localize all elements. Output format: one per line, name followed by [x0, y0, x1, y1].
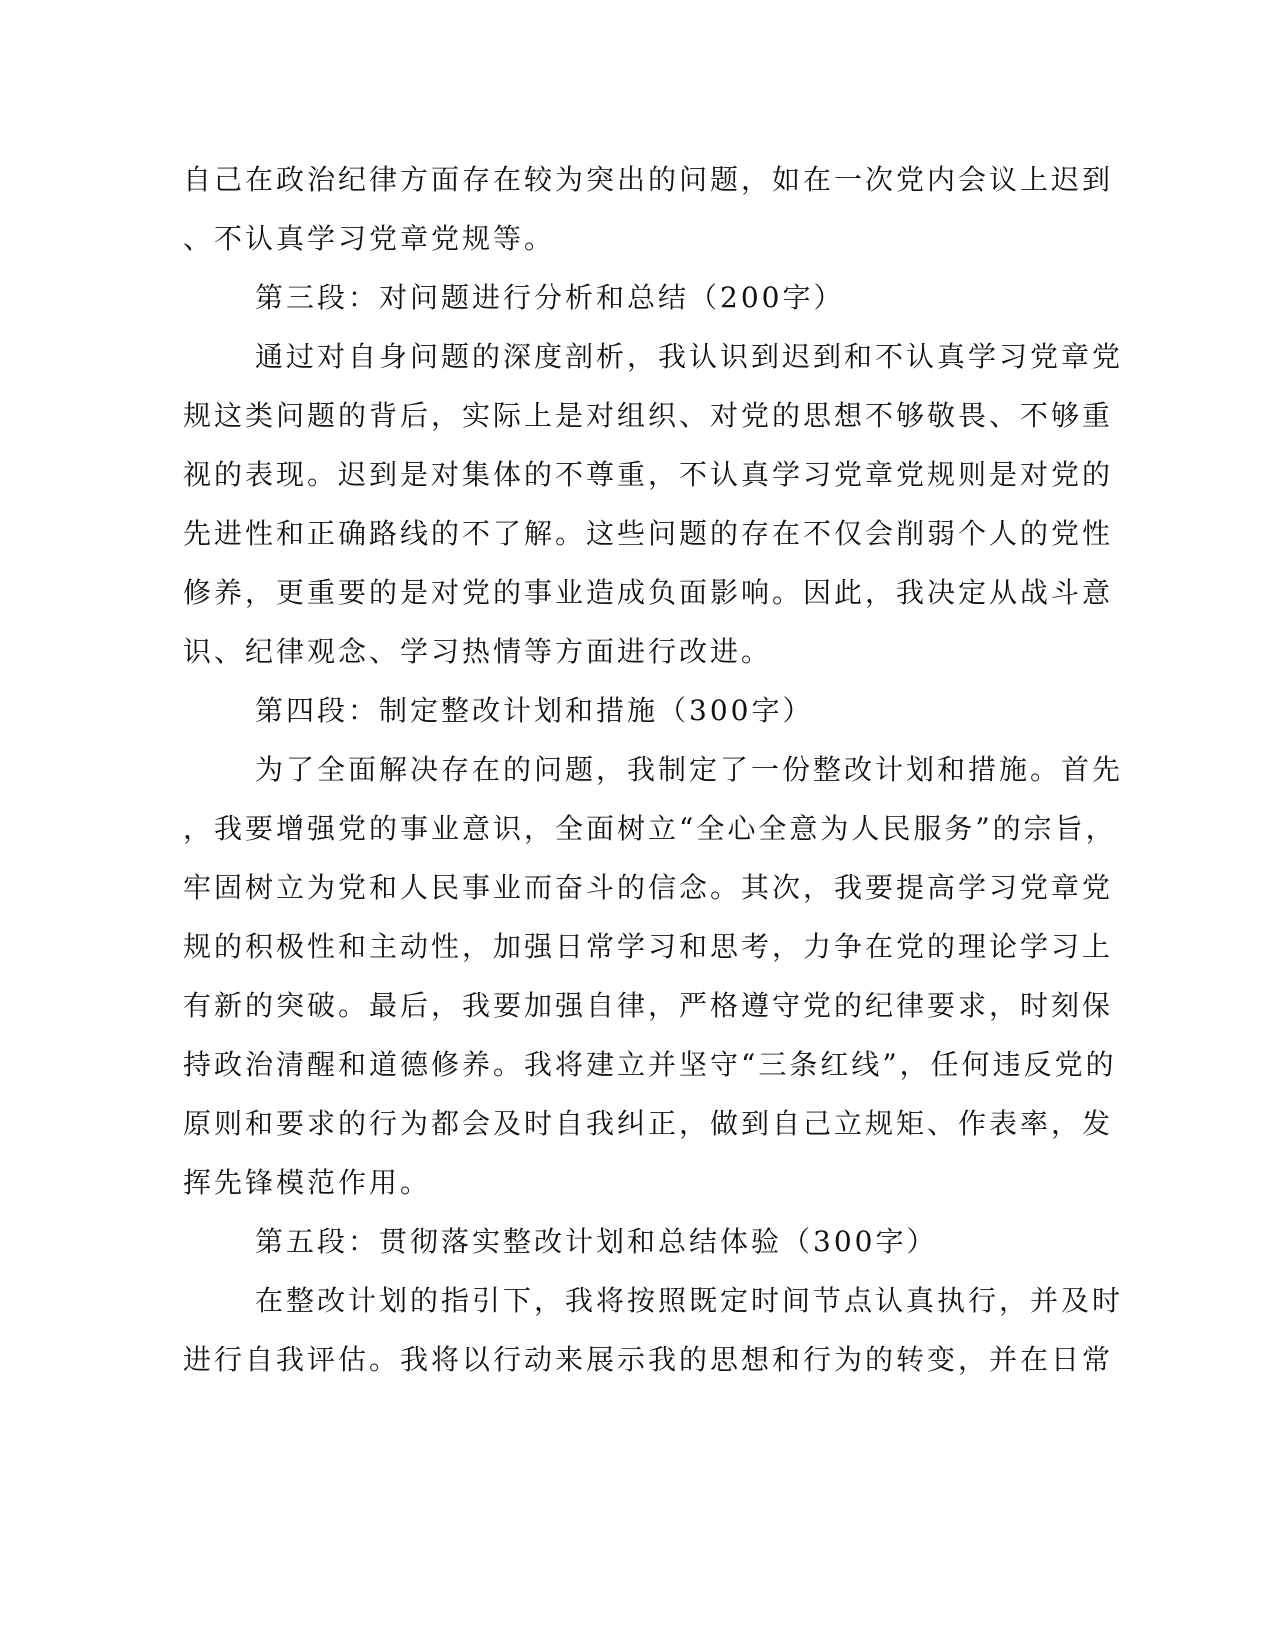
text-line: 规的积极性和主动性，加强日常学习和思考，力争在党的理论学习上 — [183, 930, 1114, 963]
text-line: 进行自我评估。我将以行动来展示我的思想和行为的转变，并在日常 — [183, 1343, 1114, 1376]
text-line: 通过对自身问题的深度剖析，我认识到迟到和不认真学习党章党 — [255, 340, 1124, 373]
text-line: 为了全面解决存在的问题，我制定了一份整改计划和措施。首先 — [255, 753, 1124, 786]
text-line: 视的表现。迟到是对集体的不尊重，不认真学习党章党规则是对党的 — [183, 458, 1114, 491]
text-line: 修养，更重要的是对党的事业造成负面影响。因此，我决定从战斗意 — [183, 576, 1114, 609]
text-line: 先进性和正确路线的不了解。这些问题的存在不仅会削弱个人的党性 — [183, 517, 1114, 550]
text-line: 牢固树立为党和人民事业而奋斗的信念。其次，我要提高学习党章党 — [183, 871, 1114, 904]
text-line: 、不认真学习党章党规等。 — [183, 222, 556, 255]
text-line: 挥先锋模范作用。 — [183, 1166, 432, 1199]
text-line: 原则和要求的行为都会及时自我纠正，做到自己立规矩、作表率，发 — [183, 1107, 1114, 1140]
text-line: 识、纪律观念、学习热情等方面进行改进。 — [183, 635, 773, 668]
text-line: 有新的突破。最后，我要加强自律，严格遵守党的纪律要求，时刻保 — [183, 989, 1114, 1022]
section-heading-3: 第三段：对问题进行分析和总结（200字） — [255, 281, 845, 314]
text-line: 在整改计划的指引下，我将按照既定时间节点认真执行，并及时 — [255, 1284, 1124, 1317]
text-line: 持政治清醒和道德修养。我将建立并坚守“三条红线”，任何违反党的 — [183, 1048, 1117, 1081]
section-heading-4: 第四段：制定整改计划和措施（300字） — [255, 694, 814, 727]
text-line: 规这类问题的背后，实际上是对组织、对党的思想不够敬畏、不够重 — [183, 399, 1114, 432]
section-heading-5: 第五段：贯彻落实整改计划和总结体验（300字） — [255, 1225, 938, 1258]
text-line: ，我要增强党的事业意识，全面树立“全心全意为人民服务”的宗旨， — [183, 812, 1117, 845]
text-line: 自己在政治纪律方面存在较为突出的问题，如在一次党内会议上迟到 — [183, 163, 1114, 196]
